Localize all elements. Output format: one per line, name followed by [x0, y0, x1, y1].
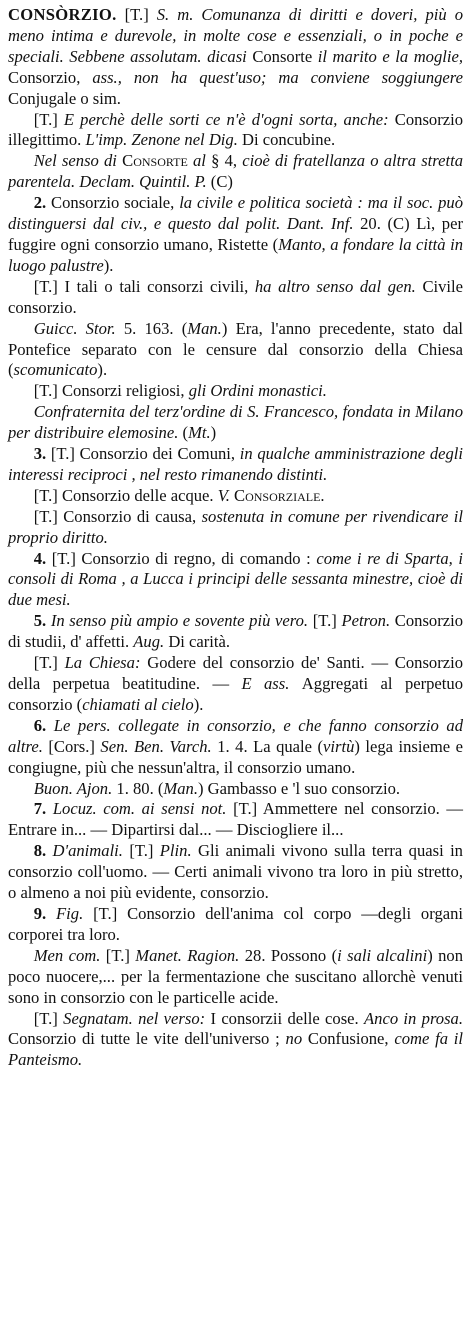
- sense-number: 4.: [33, 548, 52, 568]
- entry-text: 1. 4. La quale (: [217, 736, 324, 756]
- italic-text: Fig.: [56, 903, 94, 923]
- entry-paragraph: [8, 716, 463, 779]
- italic-text: Segnatam. nel verso:: [63, 1008, 211, 1028]
- italic-text: Petron.: [341, 611, 395, 631]
- italic-text: gli Ordini monastici.: [188, 381, 327, 401]
- entry-text: (: [182, 423, 189, 443]
- sense-number: 3.: [33, 444, 51, 464]
- entry-text: [Cors.]: [48, 736, 101, 756]
- italic-text: Le pers. collegate in consorzio, e che fanno consorzio ad altre.: [8, 715, 464, 756]
- entry-text: 1. 80. (: [116, 778, 164, 798]
- italic-text: Buon. Ajon.: [33, 778, 117, 798]
- entry-text: Consorzio illegittimo.: [8, 109, 463, 150]
- italic-text: Manet. Ragion.: [135, 945, 245, 965]
- italic-text: Locuz. com. ai sensi not.: [52, 799, 234, 819]
- entry-text: [T.] I tali o tali consorzi civili,: [33, 276, 255, 296]
- italic-text: come i re di Sparta, i consoli di Roma , a Lucca i principi delle sessanta minestre, cioè di due mesi.: [8, 548, 463, 610]
- entry-text: Consorzio di studii, d' affetti.: [8, 611, 463, 652]
- entry-text: Di concubine.: [242, 130, 336, 150]
- sense-number: 5.: [33, 611, 51, 631]
- entry-paragraph: [8, 193, 463, 277]
- entry-text: [T.]: [129, 841, 160, 861]
- entry-paragraph: [8, 611, 463, 653]
- entry-text: Consorte: [252, 46, 318, 66]
- italic-text: sostenuta in comune per rivendicare il proprio diritto.: [8, 506, 463, 547]
- italic-text: E ass.: [241, 674, 302, 693]
- entry-paragraph: [8, 277, 463, 319]
- entry-text: ) lega insieme e congiugne, più che nessun'altra, il consorzio umano.: [8, 736, 463, 777]
- entry-text: Godere del consorzio de' Santi. — Consorzio della perpetua beatitudine. —: [8, 653, 463, 693]
- entry-text: Consorzio di tutte le vite dell'universo ;: [8, 1029, 286, 1049]
- entry-definition: [8, 5, 463, 110]
- entry-text: ) Era, l'anno precedente, stato dal Pontefice separato con le censure dal consorzio della Chiesa (: [8, 318, 463, 380]
- italic-text: scomunicato: [13, 360, 98, 380]
- italic-text: Guicc. Stor.: [33, 318, 124, 338]
- entry-text: 5. 163. (: [123, 318, 188, 338]
- entry-text: [T.]: [105, 945, 136, 965]
- italic-text: V.: [217, 485, 235, 505]
- sense-number: 9.: [33, 903, 57, 923]
- entry-text: ).: [103, 255, 114, 275]
- headword: CONSÒRZIO.: [8, 5, 117, 24]
- italic-text: Man.: [187, 318, 222, 338]
- italic-text: la civile e politica società : ma il soc. può distinguersi dal civ., e questo dal polit. Dant. Inf.: [8, 193, 464, 234]
- entry-text: § 4,: [211, 151, 243, 171]
- italic-text: La Chiesa:: [64, 653, 148, 673]
- entry-text: 20. (C) Lì, per fuggire ogni consorzio umano, Ristette (: [8, 214, 463, 254]
- entry-text: ) Gambasso e 'l suo consorzio.: [197, 778, 401, 798]
- entry-paragraph: [8, 653, 463, 716]
- entry-paragraph: [8, 110, 463, 152]
- italic-text: virtù: [323, 736, 355, 756]
- italic-text: ass., non ha quest'uso; ma conviene soggiungere: [92, 67, 463, 87]
- italic-text: S. m. Comunanza di diritti e doveri, più o meno intima e durevole, in molte cose e essenziali, o in poche e speciali. Sebbene assolutam. dicasi: [8, 5, 463, 66]
- entry-text: [T.] Consorzio dell'anima col corpo —degli organi corporei tra loro.: [8, 903, 464, 944]
- italic-text: Man.: [163, 778, 198, 798]
- small-caps-text: Consorziale.: [234, 485, 325, 505]
- entry-text: [T.] Consorzio di causa,: [33, 506, 202, 526]
- entry-text: Conjugale o sim.: [8, 88, 121, 108]
- entry-text: Di carità.: [168, 632, 231, 652]
- italic-text: In senso più ampio e sovente più vero.: [50, 611, 313, 631]
- entry-paragraph: [8, 799, 463, 841]
- italic-text: Manto, a fondare la città in luogo palustre: [8, 234, 463, 275]
- italic-text: L'imp. Zenone nel Dig.: [85, 130, 243, 150]
- entry-paragraph: [8, 402, 463, 444]
- entry-text: (C): [210, 172, 233, 192]
- entry-paragraph: [8, 319, 463, 382]
- italic-text: cioè di fratellanza o altra stretta parentela. Declam. Quintil. P.: [8, 151, 463, 192]
- dictionary-entry-consorzio: [8, 5, 463, 1071]
- small-caps-text: Consorte: [122, 151, 193, 171]
- italic-text: in qualche amministrazione degli interessi reciproci , nel resto rimanendo distinti.: [8, 444, 464, 484]
- italic-text: come fa il Panteismo.: [8, 1029, 464, 1070]
- entry-text: [T.] Consorzio di regno, di comando :: [51, 548, 317, 568]
- entry-paragraph: [8, 946, 463, 1009]
- entry-text: 28. Possono (: [244, 945, 338, 965]
- entry-text: [T.] Consorzio delle acque.: [33, 485, 218, 505]
- entry-paragraph: [8, 841, 463, 904]
- entry-text: ) non poco nuocere,... per la fermentazione che suscitano allorchè venuti sono in consorzio con le particelle acide.: [8, 945, 463, 1007]
- italic-text: Mt.: [188, 423, 211, 443]
- entry-text: [T.] Ammettere nel consorzio. — Entrare in... — Dipartirsi dal... — Disciogliere il...: [8, 799, 464, 840]
- entry-text: ).: [193, 694, 204, 714]
- entry-paragraph: [8, 151, 463, 193]
- entry-text: I consorzii delle cose.: [210, 1008, 365, 1028]
- entry-paragraph: [8, 507, 463, 549]
- sense-number: 7.: [33, 799, 53, 819]
- italic-text: Nel senso di: [33, 151, 123, 171]
- entry-text: Aggregati al perpetuo consorzio (: [8, 674, 463, 714]
- entry-text: Gli animali vivono sulla terra quasi in consorzio coll'uomo. — Certi animali vivono tra loro in più stretto, o almeno a noi più evidente, consorzio.: [8, 841, 463, 903]
- italic-text: chiamati al cielo: [82, 694, 194, 714]
- entry-text: Consorzio sociale,: [51, 193, 180, 213]
- entry-paragraph: [8, 1009, 463, 1072]
- entry-text: [T.]: [33, 109, 64, 129]
- entry-paragraph: [8, 779, 463, 800]
- italic-text: Aug.: [133, 632, 169, 652]
- entry-text: [T.]: [312, 611, 342, 631]
- entry-text: [T.] Consorzi religiosi,: [33, 381, 189, 401]
- entry-text: Confusione,: [307, 1029, 395, 1049]
- italic-text: ha altro senso dal gen.: [254, 276, 423, 296]
- sense-number: 6.: [33, 715, 54, 735]
- entry-text: Consorzio,: [8, 67, 93, 87]
- entry-text: [T.]: [33, 1008, 64, 1028]
- italic-text: i sali alcalini: [337, 945, 428, 965]
- sense-number: 2.: [33, 193, 52, 213]
- entry-text: [T.]: [33, 653, 65, 673]
- italic-text: Plin.: [159, 841, 198, 861]
- entry-text: [T.]: [116, 5, 157, 24]
- italic-text: il marito e la moglie,: [317, 46, 464, 66]
- italic-text: Anco in prosa.: [364, 1008, 464, 1028]
- sense-number: 8.: [33, 841, 53, 861]
- entry-text: ).: [97, 360, 108, 380]
- italic-text: no: [285, 1029, 308, 1049]
- entry-text: [T.] Consorzio dei Comuni,: [50, 444, 240, 464]
- entry-paragraph: [8, 549, 463, 612]
- entry-paragraph: [8, 381, 463, 402]
- italic-text: Sen. Ben. Varch.: [100, 736, 218, 756]
- italic-text: Confraternita del terz'ordine di S. Francesco, fondata in Milano per distribuire elemosine.: [8, 402, 463, 443]
- italic-text: E perchè delle sorti ce n'è d'ogni sorta, anche:: [63, 109, 395, 129]
- entry-text: Civile consorzio.: [8, 276, 463, 317]
- entry-paragraph: [8, 444, 463, 486]
- entry-paragraph: [8, 486, 463, 507]
- italic-text: al: [193, 151, 212, 171]
- entry-text: ): [210, 423, 217, 443]
- entry-paragraph: [8, 904, 463, 946]
- italic-text: Men com.: [33, 945, 106, 965]
- italic-text: D'animali.: [52, 841, 130, 861]
